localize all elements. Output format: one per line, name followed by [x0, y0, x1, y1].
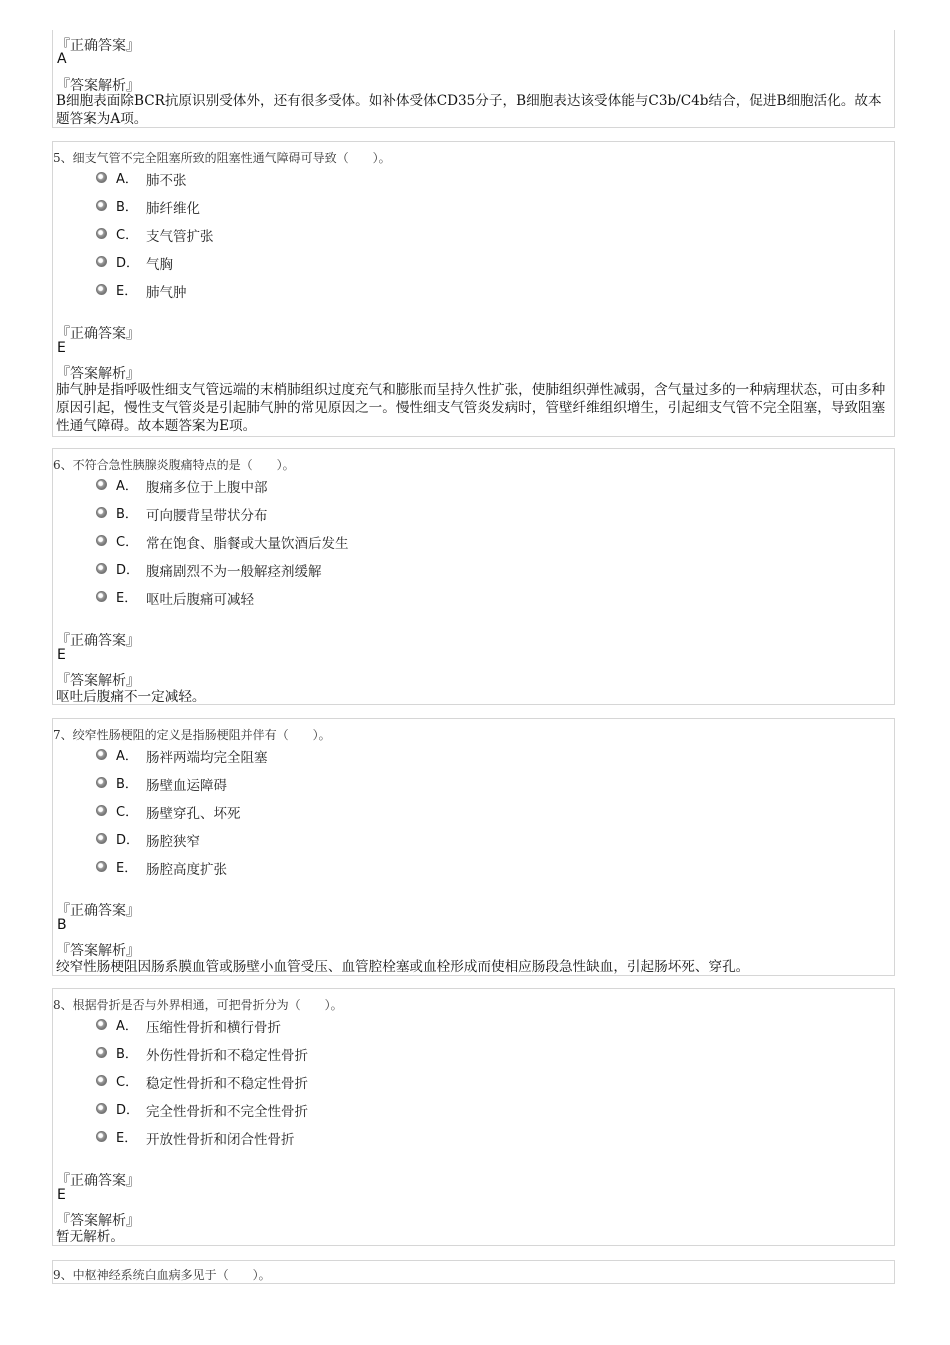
radio-button[interactable] [96, 591, 107, 602]
analysis-text: B细胞表面除BCR抗原识别受体外，还有很多受体。如补体受体CD35分子，B细胞表达该受体能与C3b/C4b结合，促进B细胞活化。故本题答案为A项。 [56, 93, 882, 127]
analysis-label: 『答案解析』 [56, 78, 140, 94]
correct-answer-value: E [57, 647, 66, 663]
option-letter: A． [116, 749, 138, 764]
analysis-label: 『答案解析』 [56, 366, 140, 382]
option-letter: C． [116, 805, 139, 820]
radio-button[interactable] [96, 200, 107, 211]
option-text: 肺气肿 [146, 285, 187, 301]
option-text: 肠壁血运障碍 [146, 778, 227, 794]
correct-answer-value: A [57, 51, 67, 67]
option-letter: E． [116, 591, 138, 606]
option-text: 肺不张 [146, 173, 187, 189]
radio-button[interactable] [96, 833, 107, 844]
option-letter: C． [116, 535, 139, 550]
question-title: 8、根据骨折是否与外界相通，可把骨折分为（ ）。 [53, 998, 343, 1012]
radio-button[interactable] [96, 1131, 107, 1142]
correct-answer-value: B [57, 917, 67, 933]
option-letter: B． [116, 507, 138, 522]
option-letter: E． [116, 861, 138, 876]
radio-button[interactable] [96, 749, 107, 760]
option-text: 气胸 [146, 257, 173, 273]
correct-answer-label: 『正确答案』 [56, 633, 140, 649]
radio-button[interactable] [96, 284, 107, 295]
option-letter: A． [116, 1019, 138, 1034]
question-title: 5、细支气管不完全阻塞所致的阻塞性通气障碍可导致（ ）。 [53, 151, 391, 165]
question-card-7 [52, 718, 895, 976]
option-text: 外伤性骨折和不稳定性骨折 [146, 1048, 308, 1064]
option-text: 开放性骨折和闭合性骨折 [146, 1132, 295, 1148]
radio-button[interactable] [96, 256, 107, 267]
radio-button[interactable] [96, 228, 107, 239]
option-text: 呕吐后腹痛可减轻 [146, 592, 254, 608]
option-letter: D． [116, 1103, 140, 1118]
radio-button[interactable] [96, 507, 107, 518]
analysis-label: 『答案解析』 [56, 943, 140, 959]
radio-button[interactable] [96, 1103, 107, 1114]
correct-answer-label: 『正确答案』 [56, 326, 140, 342]
question-card-5 [52, 141, 895, 437]
option-text: 肠腔狭窄 [146, 834, 200, 850]
radio-button[interactable] [96, 1047, 107, 1058]
option-letter: A． [116, 172, 138, 187]
option-text: 腹痛多位于上腹中部 [146, 480, 268, 496]
analysis-label: 『答案解析』 [56, 1213, 140, 1229]
option-letter: B． [116, 200, 138, 215]
question-card-9 [52, 1260, 895, 1284]
option-text: 腹痛剧烈不为一般解痉剂缓解 [146, 564, 322, 580]
radio-button[interactable] [96, 1075, 107, 1086]
analysis-text: 呕吐后腹痛不一定减轻。 [56, 689, 206, 705]
option-text: 肠袢两端均完全阻塞 [146, 750, 268, 766]
analysis-text: 肺气肿是指呼吸性细支气管远端的末梢肺组织过度充气和膨胀而呈持久性扩张，使肺组织弹性减弱，含气量过多的一种病理状态，可由多种原因引起，慢性支气管炎是引起肺气肿的常见原因之一。慢性细支气管炎发病时，管壁纤维组织增生，引起细支气管不完全阻塞，导致阻塞性通气障碍。故本题答案为E项。 [56, 382, 886, 434]
question-title: 6、不符合急性胰腺炎腹痛特点的是（ ）。 [53, 458, 295, 472]
correct-answer-label: 『正确答案』 [56, 1173, 140, 1189]
option-letter: D． [116, 256, 140, 271]
radio-button[interactable] [96, 479, 107, 490]
radio-button[interactable] [96, 777, 107, 788]
correct-answer-value: E [57, 1187, 66, 1203]
radio-button[interactable] [96, 805, 107, 816]
question-card-8 [52, 988, 895, 1246]
analysis-text: 绞窄性肠梗阻因肠系膜血管或肠壁小血管受压、血管腔栓塞或血栓形成而使相应肠段急性缺血，引起肠坏死、穿孔。 [56, 959, 750, 975]
option-text: 支气管扩张 [146, 229, 214, 245]
correct-answer-label: 『正确答案』 [56, 903, 140, 919]
option-text: 肺纤维化 [146, 201, 200, 217]
option-letter: B． [116, 1047, 138, 1062]
correct-answer-label: 『正确答案』 [56, 38, 140, 54]
option-letter: D． [116, 563, 140, 578]
correct-answer-value: E [57, 340, 66, 356]
option-letter: E． [116, 284, 138, 299]
radio-button[interactable] [96, 172, 107, 183]
question-card-4 [52, 30, 895, 128]
analysis-label: 『答案解析』 [56, 673, 140, 689]
option-text: 肠壁穿孔、坏死 [146, 806, 241, 822]
option-text: 压缩性骨折和横行骨折 [146, 1020, 281, 1036]
option-text: 常在饱食、脂餐或大量饮酒后发生 [146, 536, 349, 552]
option-text: 可向腰背呈带状分布 [146, 508, 268, 524]
question-title: 9、中枢神经系统白血病多见于（ ）。 [53, 1268, 271, 1282]
option-letter: C． [116, 1075, 139, 1090]
option-letter: D． [116, 833, 140, 848]
question-title: 7、绞窄性肠梗阻的定义是指肠梗阻并伴有（ ）。 [53, 728, 331, 742]
option-letter: B． [116, 777, 138, 792]
option-text: 完全性骨折和不完全性骨折 [146, 1104, 308, 1120]
option-letter: A． [116, 479, 138, 494]
radio-button[interactable] [96, 1019, 107, 1030]
question-card-6 [52, 448, 895, 705]
option-text: 稳定性骨折和不稳定性骨折 [146, 1076, 308, 1092]
radio-button[interactable] [96, 861, 107, 872]
option-letter: E． [116, 1131, 138, 1146]
radio-button[interactable] [96, 535, 107, 546]
option-letter: C． [116, 228, 139, 243]
option-text: 肠腔高度扩张 [146, 862, 227, 878]
analysis-text: 暂无解析。 [56, 1229, 124, 1245]
radio-button[interactable] [96, 563, 107, 574]
